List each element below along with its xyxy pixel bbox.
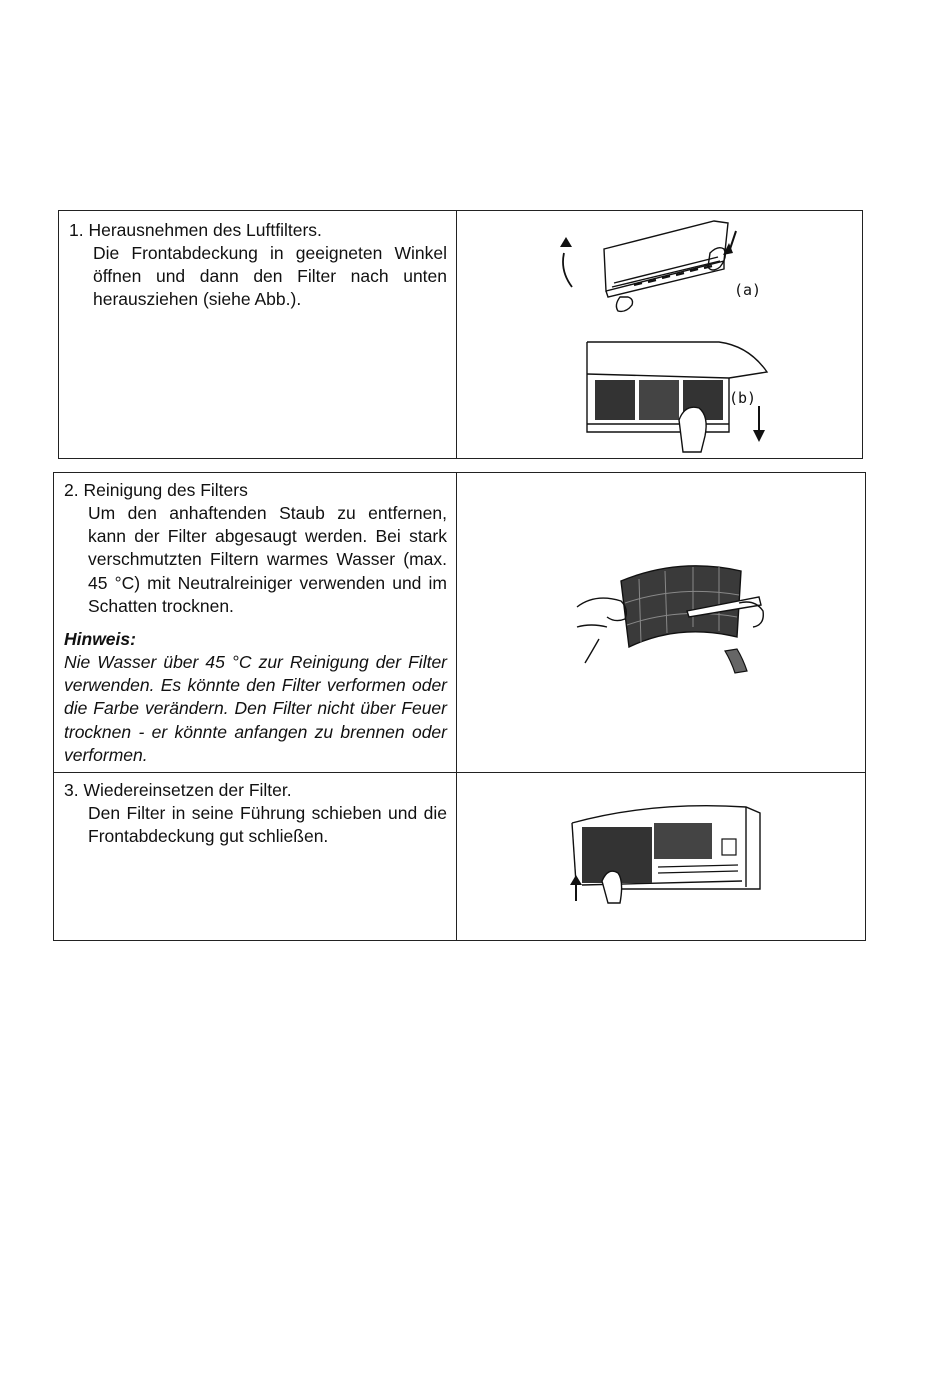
step1-title: 1. Herausnehmen des Luftfilters.: [69, 220, 322, 240]
step2-text-cell: [54, 473, 457, 773]
figure-reinsert-filter: [562, 803, 768, 907]
note-text: Nie Wasser über 45 °C zur Reinigung der Filter verwenden. Es könnte den Filter verformen oder die Farbe verändern. Den Filter nicht über Feuer trocknen - er könnte anfangen zu brennen oder verformen.: [64, 652, 447, 765]
figure-open-front-cover: [554, 213, 774, 317]
steps-2-3-table: [53, 472, 866, 941]
figure-label-a: (a): [734, 281, 762, 299]
step3-text-cell: [54, 773, 457, 940]
note-title: Hinweis:: [64, 629, 136, 650]
step1-text: Die Frontabdeckung in geeigneten Winkel öffnen und dann den Filter nach unten herausziehen (siehe Abb.).: [93, 243, 447, 310]
step2-text: Um den anhaftenden Staub zu entfernen, kann der Filter abgesaugt werden. Bei stark verschmutzten Filtern warmes Wasser (max. 45 °C) mit Neutralreiniger verwenden und im Schatten trocknen.: [88, 503, 447, 616]
step3-title: 3. Wiedereinsetzen der Filter.: [64, 780, 292, 800]
step1-table: [58, 210, 863, 459]
figure-clean-filter: [569, 551, 779, 691]
step3-text: Den Filter in seine Führung schieben und die Frontabdeckung gut schließen.: [88, 803, 447, 847]
step2-title: 2. Reinigung des Filters: [64, 480, 248, 500]
figure-label-b: (b): [729, 389, 757, 407]
step1-text-cell: [59, 211, 457, 458]
